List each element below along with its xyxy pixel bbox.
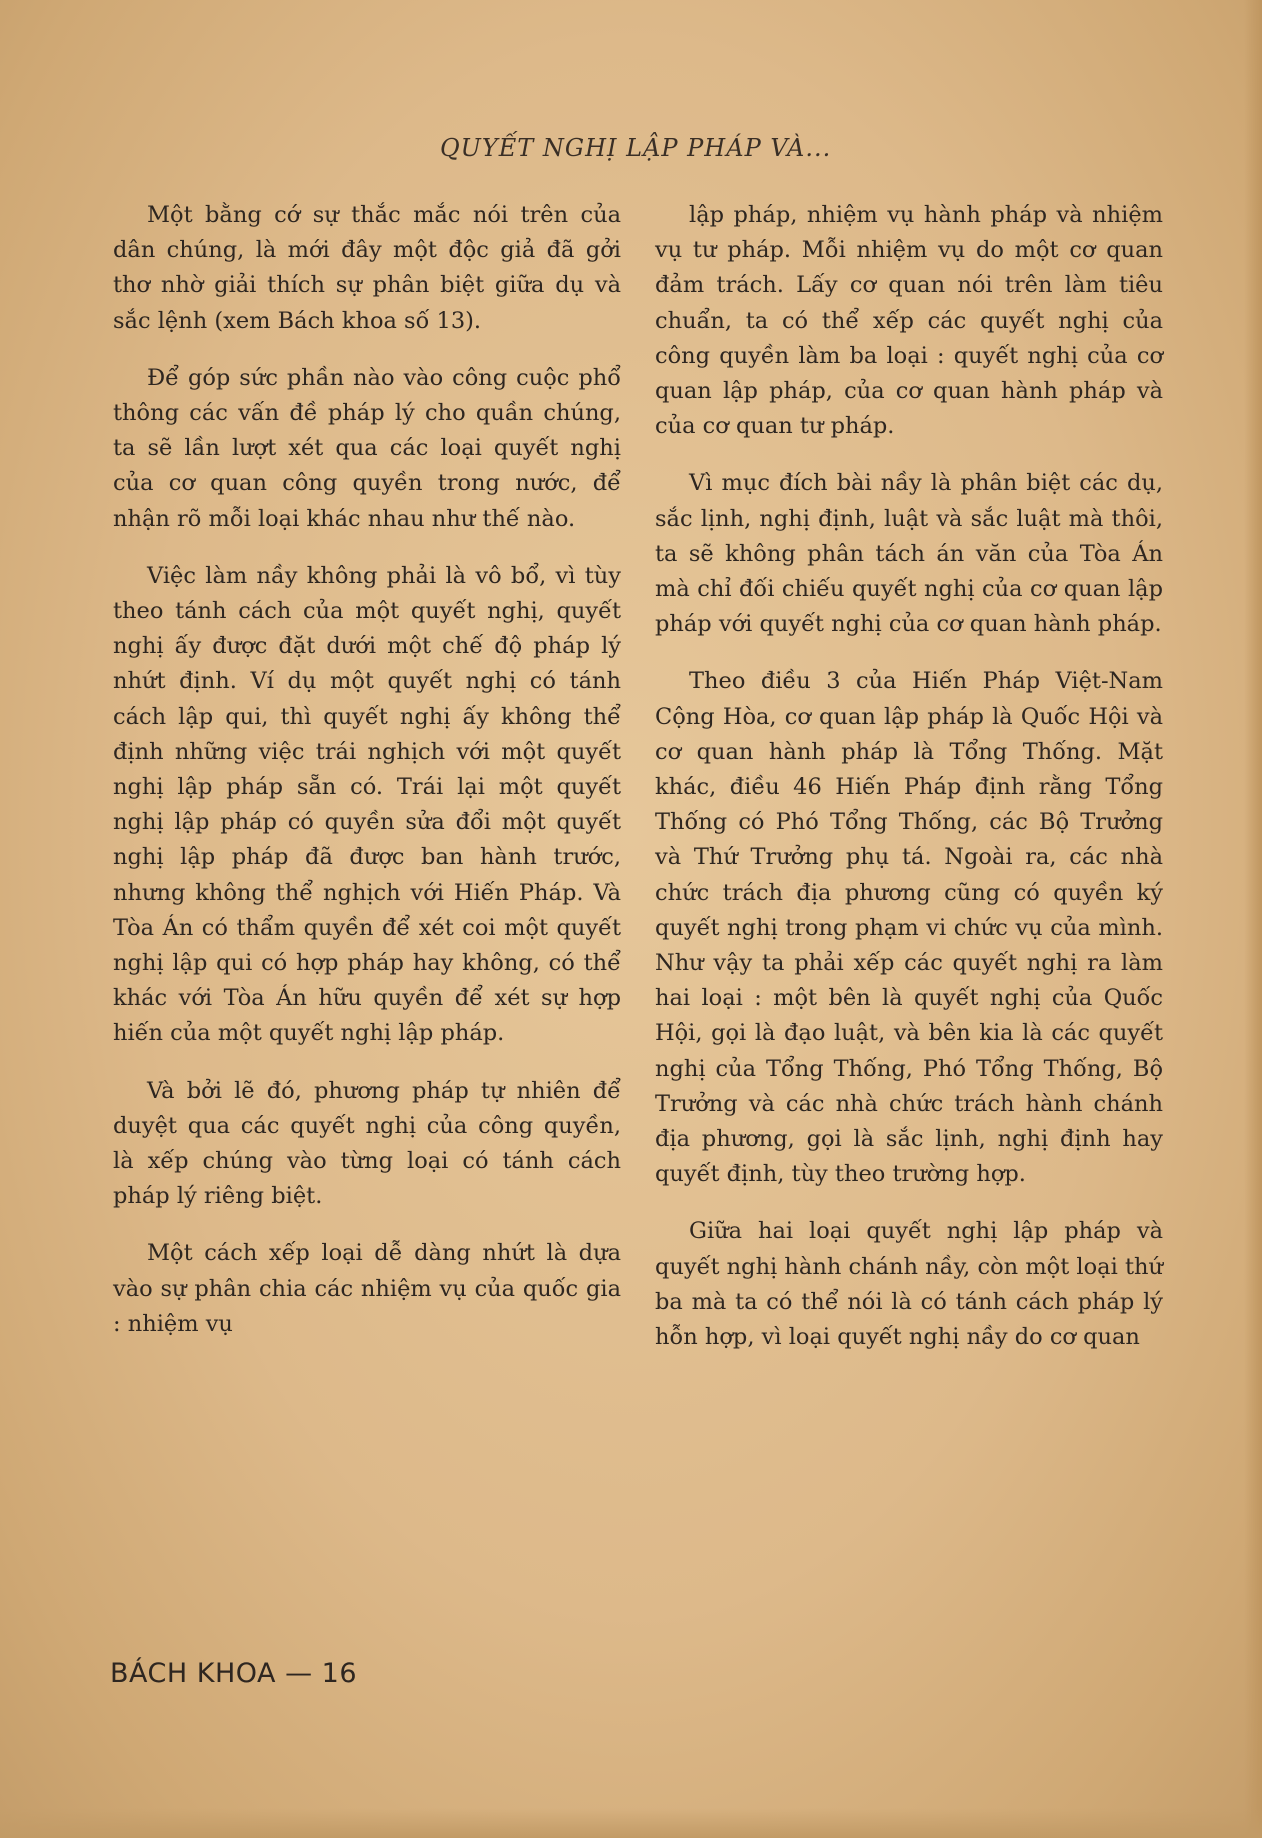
paragraph: Và bởi lẽ đó, phương pháp tự nhiên để duyệt qua các quyết nghị của công quyền, là xếp chúng vào từng loại có tánh cách pháp lý riêng biệt. xyxy=(113,1077,621,1210)
page-bottom-edge-shadow xyxy=(0,1808,1262,1838)
paragraph: Theo điều 3 của Hiến Pháp Việt-Nam Cộng Hòa, cơ quan lập pháp là Quốc Hội và cơ quan hành pháp là Tổng Thống. Mặt khác, điều 46 Hiến Pháp định rằng Tổng Thống có Phó Tổng Thống, các Bộ Trưởng và Thứ Trưởng phụ tá. Ngoài ra, các nhà chức trách địa phương cũng có quyền ký quyết nghị trong phạm vi chức vụ của mình. Như vậy ta phải xếp các quyết nghị ra làm hai loại : một bên là quyết nghị của Quốc Hội, gọi là đạo luật, và bên kia là các quyết nghị của Tổng Thống, Phó Tổng Thống, Bộ Trưởng và các nhà chức trách hành chánh địa phương, gọi là sắc lịnh, nghị định hay quyết định, tùy theo trường hợp. xyxy=(655,668,1163,1188)
paragraph: Giữa hai loại quyết nghị lập pháp và quyết nghị hành chánh nầy, còn một loại thứ ba mà ta có thể nói là có tánh cách pháp lý hỗn hợp, vì loại quyết nghị nầy do cơ quan xyxy=(655,1218,1163,1351)
right-column xyxy=(655,198,1163,1377)
paragraph: Để góp sức phần nào vào công cuộc phổ thông các vấn đề pháp lý cho quần chúng, ta sẽ lần lượt xét qua các loại quyết nghị của cơ quan công quyền trong nước, để nhận rõ mỗi loại khác nhau như thế nào. xyxy=(113,364,621,532)
page-footer: BÁCH KHOA — 16 xyxy=(110,1658,358,1689)
paragraph: lập pháp, nhiệm vụ hành pháp và nhiệm vụ tư pháp. Mỗi nhiệm vụ do một cơ quan đảm trách. Lấy cơ quan nói trên làm tiêu chuẩn, ta có thể xếp các quyết nghị của công quyền làm ba loại : quyết nghị của cơ quan lập pháp, của cơ quan hành pháp và của cơ quan tư pháp. xyxy=(655,202,1163,440)
paragraph: Vì mục đích bài nầy là phân biệt các dụ, sắc lịnh, nghị định, luật và sắc luật mà thôi, ta sẽ không phân tách án văn của Tòa Án mà chỉ đối chiếu quyết nghị của cơ quan lập pháp với quyết nghị của cơ quan hành pháp. xyxy=(655,470,1163,638)
paragraph: Một cách xếp loại dễ dàng nhứt là dựa vào sự phân chia các nhiệm vụ của quốc gia : nhiệm vụ xyxy=(113,1240,621,1337)
page-right-edge-shadow xyxy=(1244,0,1262,1838)
paragraph: Việc làm nầy không phải là vô bổ, vì tùy theo tánh cách của một quyết nghị, quyết nghị ấy được đặt dưới một chế độ pháp lý nhứt định. Ví dụ một quyết nghị có tánh cách lập qui, thì quyết nghị ấy không thể định những việc trái nghịch với một quyết nghị lập pháp sẵn có. Trái lại một quyết nghị lập pháp có quyền sửa đổi một quyết nghị lập pháp đã được ban hành trước, nhưng không thể nghịch với Hiến Pháp. Và Tòa Án có thẩm quyền để xét coi một quyết nghị lập qui có hợp pháp hay không, có thể khác với Tòa Án hữu quyền để xét sự hợp hiến của một quyết nghị lập pháp. xyxy=(113,562,621,1047)
running-head: QUYẾT NGHỊ LẬP PHÁP VÀ... xyxy=(440,134,832,162)
left-column xyxy=(113,198,621,1364)
paragraph: Một bằng cớ sự thắc mắc nói trên của dân chúng, là mới đây một độc giả đã gởi thơ nhờ giải thích sự phân biệt giữa dụ và sắc lệnh (xem Bách khoa số 13). xyxy=(113,202,621,334)
